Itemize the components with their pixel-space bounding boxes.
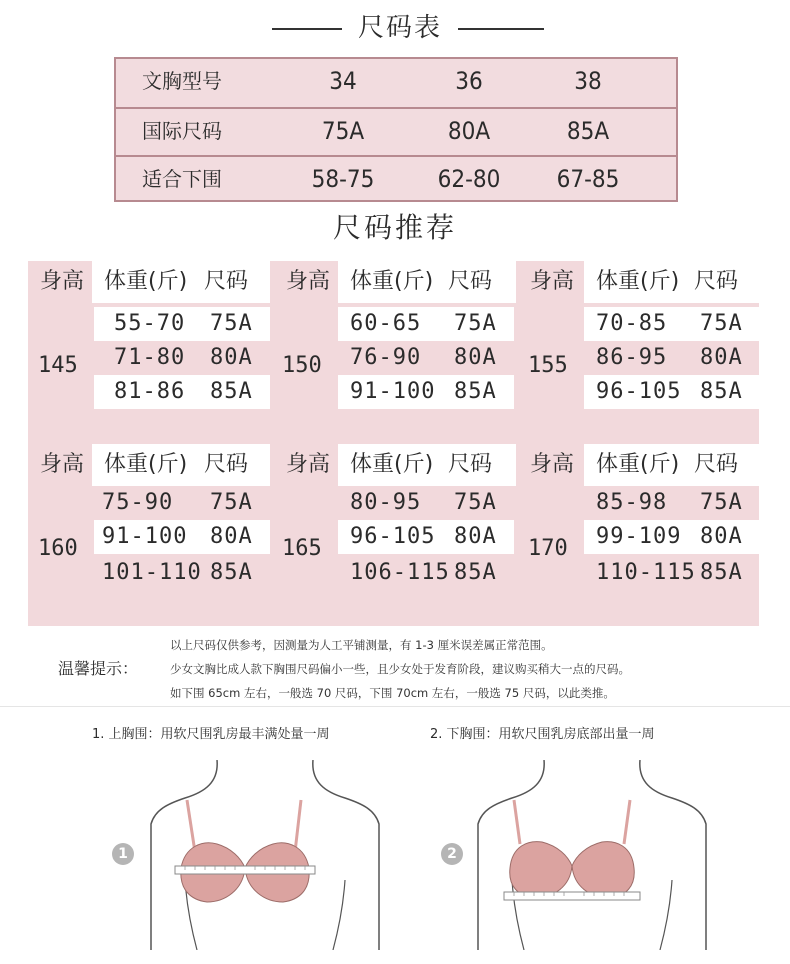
chart-cell: 58-75: [311, 165, 375, 193]
weight-row: [584, 520, 759, 554]
weight-range: 81-86: [114, 379, 186, 404]
header-size: 尺码: [448, 452, 493, 477]
size-value: 75A: [700, 490, 743, 515]
chart-row-label: 文胸型号: [142, 69, 222, 93]
tip-line: 以上尺码仅供参考，因测量为人工平铺测量，有 1-3 厘米误差属正常范围。: [170, 638, 553, 652]
chart-cell: 67-85: [556, 165, 620, 193]
header-size: 尺码: [204, 452, 249, 477]
weight-range: 86-95: [596, 345, 668, 370]
weight-row: [94, 520, 270, 554]
header-size: 尺码: [204, 269, 249, 294]
weight-range: 91-100: [350, 379, 436, 404]
height-value: 145: [38, 353, 78, 378]
weight-row: [94, 307, 270, 341]
step-2-badge: 2: [441, 843, 463, 865]
header-height: 身高: [40, 452, 85, 477]
header-height: 身高: [286, 269, 331, 294]
weight-range: 106-115: [350, 560, 450, 585]
size-value: 85A: [454, 379, 497, 404]
weight-row: [584, 307, 759, 341]
size-chart-title: [0, 10, 790, 46]
header-size: 尺码: [694, 269, 739, 294]
chart-cell: 75A: [321, 117, 365, 145]
size-value: 85A: [700, 379, 743, 404]
weight-row: [338, 341, 514, 375]
weight-range: 75-90: [102, 490, 174, 515]
weight-range: 96-105: [596, 379, 682, 404]
upper-bust-illustration: [145, 760, 385, 950]
weight-range: 96-105: [350, 524, 436, 549]
chart-cell: 36: [455, 67, 483, 95]
size-value: 80A: [454, 345, 497, 370]
tip-line: 少女文胸比成人款下胸围尺码偏小一些，且少女处于发育阶段，建议购买稍大一点的尺码。: [170, 662, 630, 676]
weight-range: 85-98: [596, 490, 668, 515]
weight-range: 70-85: [596, 311, 668, 336]
weight-row: [94, 486, 270, 520]
height-value: 160: [38, 536, 78, 561]
weight-row: [584, 375, 759, 409]
weight-row: [338, 375, 514, 409]
step-2-label: 2. 下胸围：用软尺围乳房底部出量一周: [430, 727, 655, 742]
under-bust-illustration: [472, 760, 712, 950]
weight-row: [584, 486, 759, 520]
weight-range: 110-115: [596, 560, 696, 585]
header-height: 身高: [40, 269, 85, 294]
recommend-title: 尺码推荐: [332, 211, 457, 244]
header-weight: 体重(斤): [350, 269, 434, 294]
chart-row-intl: [116, 107, 676, 154]
chart-cell: 34: [329, 67, 357, 95]
size-value: 80A: [700, 345, 743, 370]
header-weight: 体重(斤): [104, 269, 188, 294]
header-size: 尺码: [694, 452, 739, 477]
size-value: 75A: [454, 490, 497, 515]
header-weight: 体重(斤): [350, 452, 434, 477]
weight-range: 76-90: [350, 345, 422, 370]
header-weight: 体重(斤): [596, 269, 680, 294]
header-weight: 体重(斤): [104, 452, 188, 477]
chart-cell: 85A: [566, 117, 610, 145]
size-chart-table: [114, 57, 678, 202]
weight-row: [338, 307, 514, 341]
weight-row: [338, 486, 514, 520]
size-value: 85A: [210, 379, 253, 404]
size-value: 75A: [210, 490, 253, 515]
height-value: 155: [528, 353, 568, 378]
weight-range: 91-100: [102, 524, 188, 549]
header-height: 身高: [530, 452, 575, 477]
size-value: 75A: [454, 311, 497, 336]
weight-row: [94, 556, 270, 590]
size-value: 85A: [210, 560, 253, 585]
weight-row: [338, 556, 514, 590]
weight-range: 55-70: [114, 311, 186, 336]
weight-row: [584, 341, 759, 375]
chart-row-underbust: [116, 155, 676, 202]
chart-row-cup: [116, 59, 676, 106]
step-1-label: 1. 上胸围：用软尺围乳房最丰满处量一周: [92, 727, 330, 742]
weight-range: 71-80: [114, 345, 186, 370]
weight-row: [338, 520, 514, 554]
step-1-badge: 1: [112, 843, 134, 865]
section-divider: [0, 706, 790, 707]
header-size: 尺码: [448, 269, 493, 294]
weight-row: [584, 556, 759, 590]
weight-range: 60-65: [350, 311, 422, 336]
size-value: 80A: [700, 524, 743, 549]
header-height: 身高: [530, 269, 575, 294]
size-value: 85A: [700, 560, 743, 585]
tips-label: 温馨提示：: [58, 659, 139, 678]
height-value: 165: [282, 536, 322, 561]
size-value: 85A: [454, 560, 497, 585]
size-value: 75A: [700, 311, 743, 336]
weight-row: [94, 341, 270, 375]
header-weight: 体重(斤): [596, 452, 680, 477]
weight-range: 101-110: [102, 560, 202, 585]
recommend-panel-top: [28, 261, 759, 444]
size-value: 80A: [210, 524, 253, 549]
size-value: 80A: [454, 524, 497, 549]
weight-row: [94, 375, 270, 409]
chart-cell: 80A: [447, 117, 491, 145]
chart-row-label: 适合下围: [142, 167, 222, 191]
header-height: 身高: [286, 452, 331, 477]
tip-line: 如下围 65cm 左右，一般选 70 尺码，下围 70cm 左右，一般选 75 尺码，以此类推。: [170, 686, 615, 700]
weight-range: 80-95: [350, 490, 422, 515]
height-value: 150: [282, 353, 322, 378]
title-text: 尺码表: [357, 13, 442, 43]
chart-row-label: 国际尺码: [142, 119, 222, 143]
chart-cell: 38: [574, 67, 602, 95]
title-right-rule: [458, 28, 544, 30]
weight-range: 99-109: [596, 524, 682, 549]
size-value: 75A: [210, 311, 253, 336]
title-left-rule: [272, 28, 342, 30]
recommend-panel-bottom: [28, 444, 759, 626]
chart-cell: 62-80: [437, 165, 501, 193]
height-value: 170: [528, 536, 568, 561]
size-value: 80A: [210, 345, 253, 370]
